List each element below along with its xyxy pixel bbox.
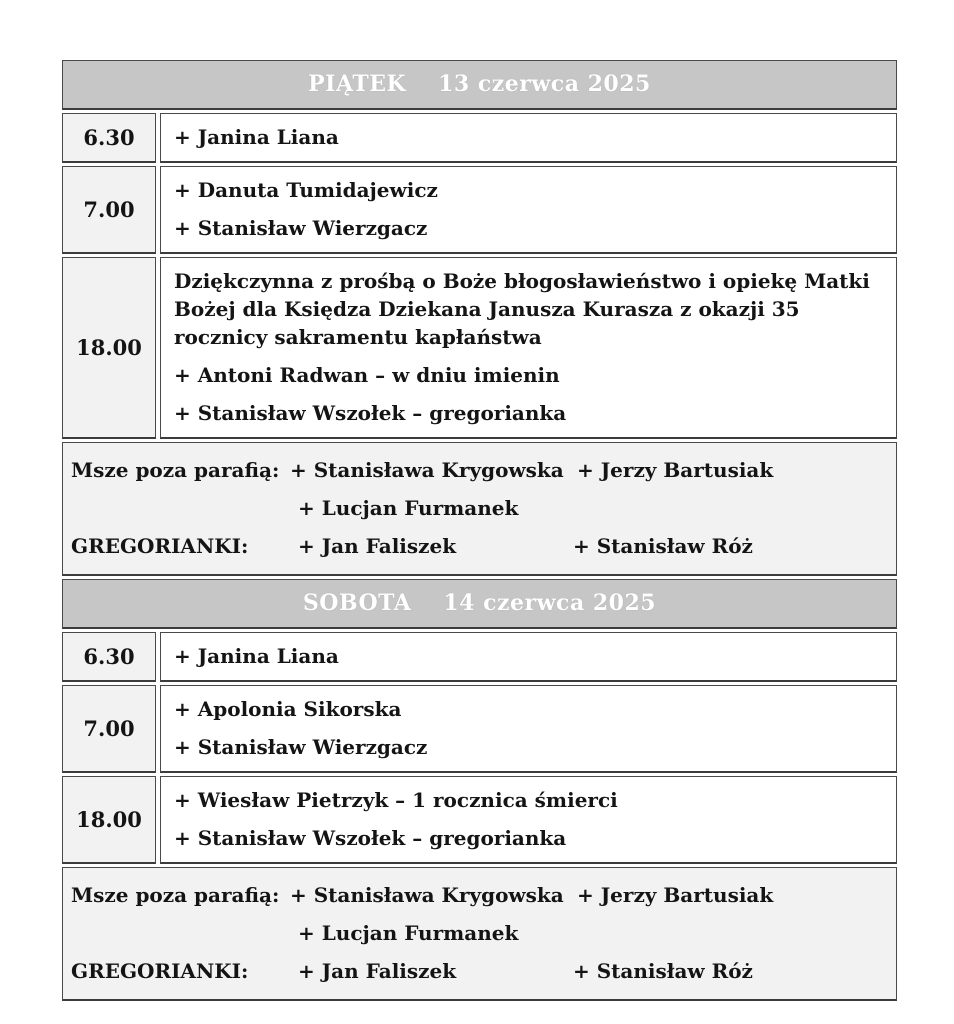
- indent-spacer: [71, 489, 298, 527]
- time-cell: 18.00: [62, 776, 156, 864]
- mass-entry: + Lucjan Furmanek: [298, 496, 519, 520]
- gregorianki-label: GREGORIANKI:: [71, 534, 249, 558]
- time-cell: 6.30: [62, 113, 156, 163]
- mass-entry: + Lucjan Furmanek: [298, 921, 519, 945]
- outside-masses-line: [71, 914, 888, 952]
- outside-masses-line: [71, 489, 888, 527]
- mass-entry: + Stanisław Róż: [573, 534, 753, 558]
- intentions-cell: [160, 113, 897, 163]
- day-date: 13 czerwca 2025: [438, 71, 651, 97]
- mass-entry: + Stanisław Róż: [573, 959, 753, 983]
- day-header: [62, 60, 897, 110]
- mass-entry: Dziękczynna z prośbą o Boże błogosławieństwo i opiekę Matki Bożej dla Księdza Dziekana Janusza Kurasza z okazji 35 rocznicy sakramentu kapłaństwa: [174, 269, 870, 349]
- mass-entry: + Jerzy Bartusiak: [577, 883, 774, 907]
- mass-entry: + Stanisław Wszołek – gregorianka: [174, 826, 567, 850]
- time-cell: 7.00: [62, 166, 156, 254]
- time-cell: 18.00: [62, 257, 156, 439]
- day-block-saturday: [62, 579, 897, 1001]
- mass-entry: + Jan Faliszek: [298, 959, 457, 983]
- mass-entry: + Jerzy Bartusiak: [577, 458, 774, 482]
- schedule-row: [62, 257, 897, 439]
- masses-outside-label: Msze poza parafią:: [71, 458, 280, 482]
- gregorianki-line: [71, 952, 888, 990]
- mass-entry: + Janina Liana: [174, 125, 339, 149]
- schedule-row: [62, 113, 897, 163]
- mass-entry: + Stanisława Krygowska: [290, 883, 564, 907]
- schedule-row: [62, 632, 897, 682]
- intentions-cell: [160, 685, 897, 773]
- schedule-row: [62, 166, 897, 254]
- day-block-friday: [62, 60, 897, 576]
- intentions-cell: [160, 257, 897, 439]
- mass-entry: + Stanisław Wszołek – gregorianka: [174, 401, 567, 425]
- day-name: PIĄTEK: [308, 71, 407, 97]
- outside-parish-section: [62, 442, 897, 576]
- day-name: SOBOTA: [302, 590, 412, 616]
- schedule-row: [62, 776, 897, 864]
- indent-spacer: [71, 914, 298, 952]
- mass-schedule-document: [62, 60, 897, 1004]
- day-header: [62, 579, 897, 629]
- day-date: 14 czerwca 2025: [443, 590, 657, 616]
- outside-masses-line: [71, 876, 888, 914]
- masses-outside-label: Msze poza parafią:: [71, 883, 280, 907]
- mass-entry: + Antoni Radwan – w dniu imienin: [174, 363, 560, 387]
- outside-parish-section: [62, 867, 897, 1001]
- intentions-cell: [160, 776, 897, 864]
- intentions-cell: [160, 166, 897, 254]
- time-cell: 6.30: [62, 632, 156, 682]
- mass-entry: + Apolonia Sikorska: [174, 697, 402, 721]
- mass-entry: + Stanisława Krygowska: [290, 458, 564, 482]
- gregorianki-label: GREGORIANKI:: [71, 959, 249, 983]
- mass-entry: + Wiesław Pietrzyk – 1 rocznica śmierci: [174, 788, 618, 812]
- mass-entry: + Jan Faliszek: [298, 534, 457, 558]
- mass-entry: + Stanisław Wierzgacz: [174, 735, 428, 759]
- time-cell: 7.00: [62, 685, 156, 773]
- schedule-row: [62, 685, 897, 773]
- mass-entry: + Danuta Tumidajewicz: [174, 178, 438, 202]
- outside-masses-line: [71, 451, 888, 489]
- mass-entry: + Stanisław Wierzgacz: [174, 216, 428, 240]
- mass-entry: + Janina Liana: [174, 644, 339, 668]
- gregorianki-line: [71, 527, 888, 565]
- intentions-cell: [160, 632, 897, 682]
